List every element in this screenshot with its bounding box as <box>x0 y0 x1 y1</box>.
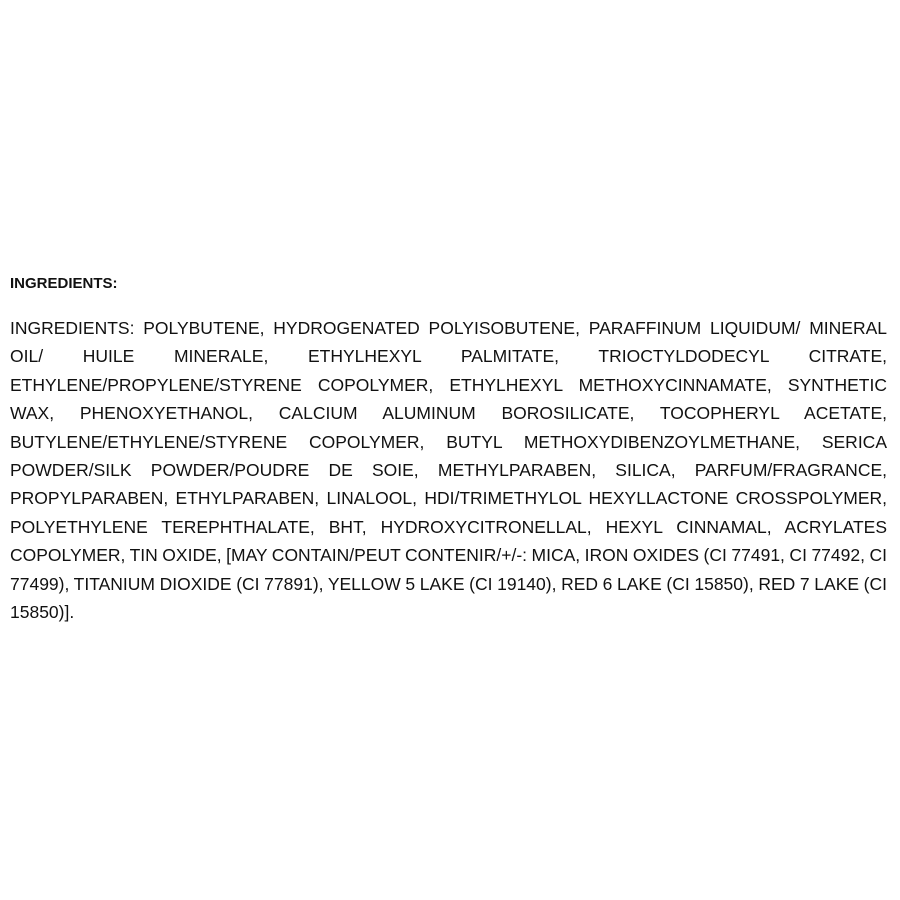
ingredients-list: INGREDIENTS: POLYBUTENE, HYDROGENATED POLYISOBUTENE, PARAFFINUM LIQUIDUM/ MINERAL OIL/ HUILE MINERALE, ETHYLHEXYL PALMITATE, TRIOCTYLDODECYL CITRATE, ETHYLENE/PROPYLENE/STYRENE COPOLYMER, ETHYLHEXYL METHOXYCINNAMATE, SYNTHETIC WAX, PHENOXYETHANOL, CALCIUM ALUMINUM BOROSILICATE, TOCOPHERYL ACETATE, BUTYLENE/ETHYLENE/STYRENE COPOLYMER, BUTYL METHOXYDIBENZOYLMETHANE, SERICA POWDER/SILK POWDER/POUDRE DE SOIE, METHYLPARABEN, SILICA, PARFUM/FRAGRANCE, PROPYLPARABEN, ETHYLPARABEN, LINALOOL, HDI/TRIMETHYLOL HEXYLLACTONE CROSSPOLYMER, POLYETHYLENE TEREPHTHALATE, BHT, HYDROXYCITRONELLAL, HEXYL CINNAMAL, ACRYLATES COPOLYMER, TIN OXIDE, [MAY CONTAIN/PEUT CONTENIR/+/-: MICA, IRON OXIDES (CI 77491, CI 77492, CI 77499), TITANIUM DIOXIDE (CI 77891), YELLOW 5 LAKE (CI 19140), RED 6 LAKE (CI 15850), RED 7 LAKE (CI 15850)]. <box>10 318 887 623</box>
ingredients-heading: INGREDIENTS: <box>10 275 118 292</box>
ingredients-panel <box>10 274 887 626</box>
